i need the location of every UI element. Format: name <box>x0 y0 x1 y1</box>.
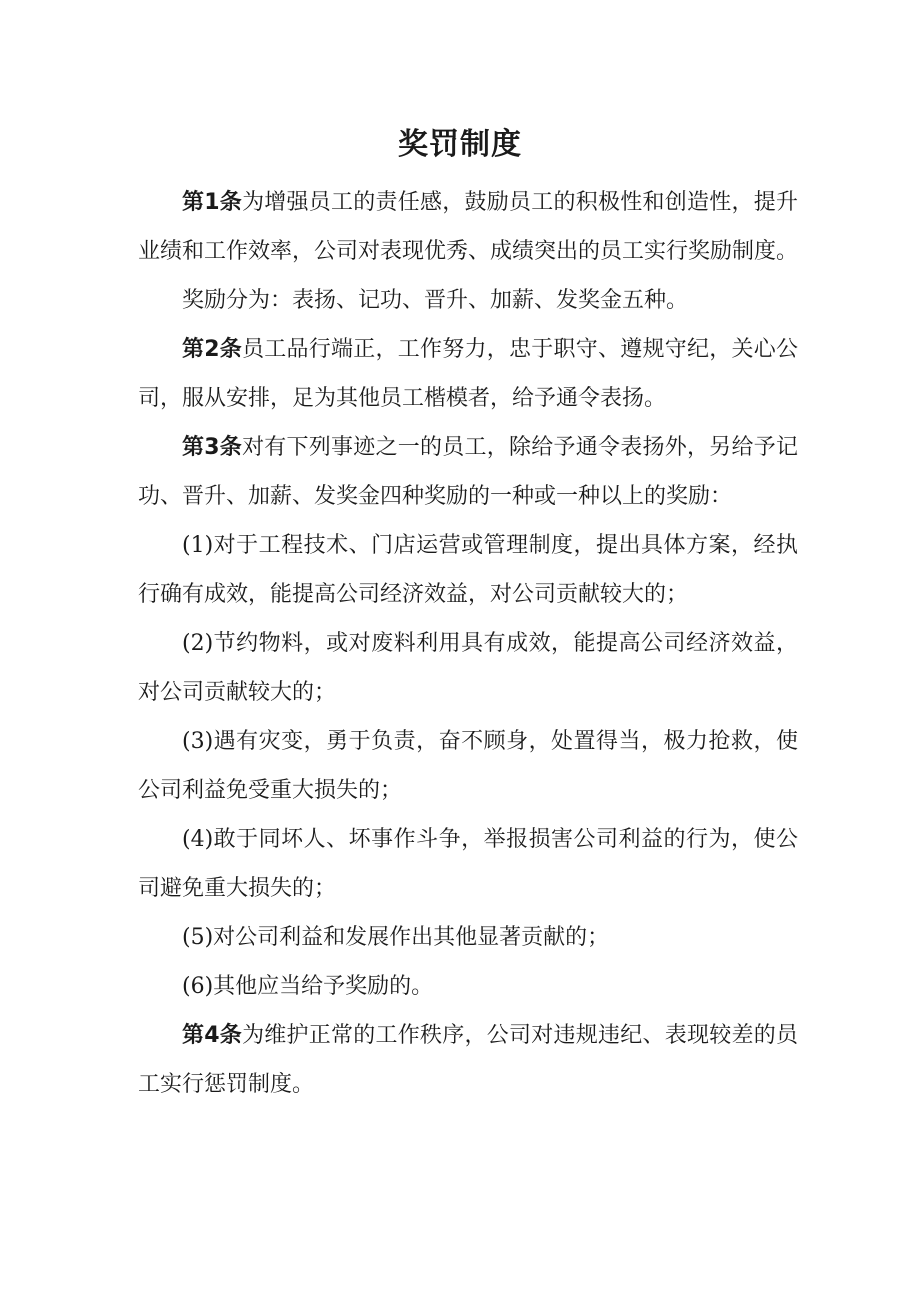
paragraph-text: 奖励分为：表扬、记功、晋升、加薪、发奖金五种。 <box>182 288 689 313</box>
paragraph-text: (4)敢于同坏人、坏事作斗争，举报损害公司利益的行为，使公司避免重大损失的； <box>138 827 798 901</box>
list-item-4 <box>138 815 798 913</box>
document-title: 奖罚制度 <box>398 127 522 162</box>
article-label: 第1条 <box>182 190 243 215</box>
article-label: 第2条 <box>182 337 243 362</box>
article-label: 第3条 <box>182 435 243 460</box>
list-item-3 <box>138 717 798 815</box>
list-item-2 <box>138 619 798 717</box>
paragraph-text: (6)其他应当给予奖励的。 <box>182 974 434 999</box>
article-2-paragraph <box>138 325 798 423</box>
paragraph-text: 对有下列事迹之一的员工，除给予通令表扬外，另给予记功、晋升、加薪、发奖金四种奖励的一种或一种以上的奖励： <box>138 435 798 509</box>
reward-types-paragraph <box>138 276 798 325</box>
paragraph-text: 员工品行端正，工作努力，忠于职守、遵规守纪，关心公司，服从安排，足为其他员工楷模者，给予通令表扬。 <box>138 337 798 411</box>
paragraph-text: (2)节约物料，或对废料利用具有成效，能提高公司经济效益，对公司贡献较大的； <box>138 631 798 705</box>
article-1-paragraph <box>138 178 798 276</box>
list-item-6 <box>138 962 798 1011</box>
list-item-5 <box>138 913 798 962</box>
article-3-paragraph <box>138 423 798 521</box>
paragraph-text: 为增强员工的责任感，鼓励员工的积极性和创造性，提升业绩和工作效率，公司对表现优秀、成绩突出的员工实行奖励制度。 <box>138 190 799 264</box>
document-body <box>138 178 798 1109</box>
paragraph-text: (3)遇有灾变，勇于负责，奋不顾身，处置得当，极力抢救，使公司利益免受重大损失的； <box>138 729 798 803</box>
paragraph-text: (1)对于工程技术、门店运营或管理制度，提出具体方案，经执行确有成效，能提高公司经济效益，对公司贡献较大的； <box>138 533 798 607</box>
paragraph-text: 为维护正常的工作秩序，公司对违规违纪、表现较差的员工实行惩罚制度。 <box>138 1023 798 1097</box>
paragraph-text: (5)对公司利益和发展作出其他显著贡献的； <box>182 925 610 950</box>
article-label: 第4条 <box>182 1023 243 1048</box>
article-4-paragraph <box>138 1011 798 1109</box>
list-item-1 <box>138 521 798 619</box>
